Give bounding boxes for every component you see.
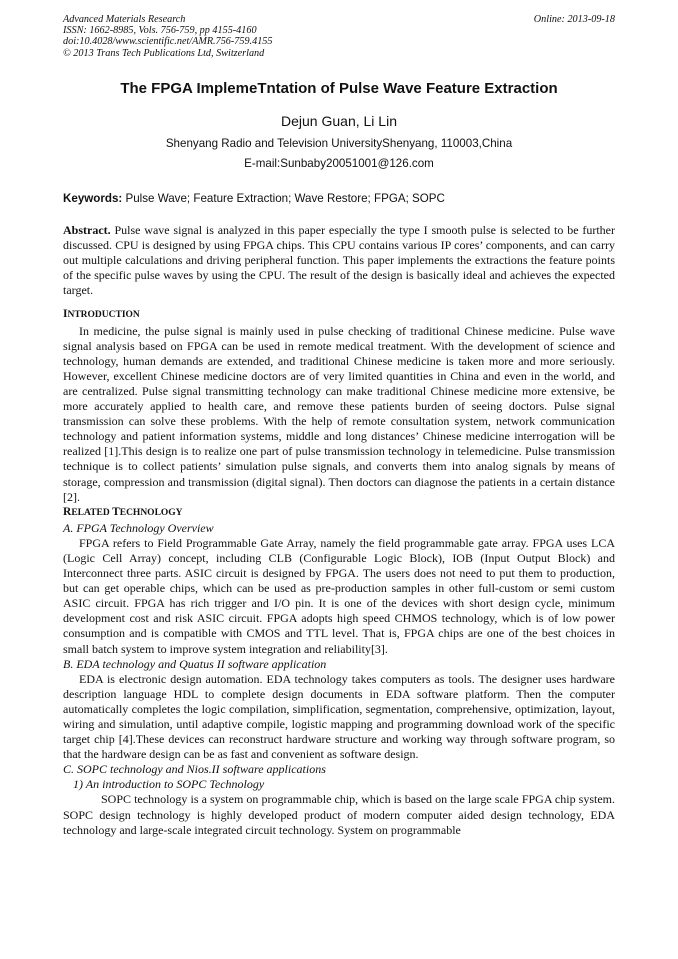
keywords bbox=[63, 192, 615, 205]
abstract-label: Abstract. bbox=[63, 223, 111, 237]
journal-header bbox=[63, 14, 615, 59]
introduction-heading: INTRODUCTION bbox=[63, 308, 140, 321]
subsection-b-text: EDA is electronic design automation. EDA technology takes computers as tools. The designer uses hardware description language HDL to complete design documents in EDA software platform. Then the computer automatically completes the logic compilation, simplification, segmentation, comprehensive, optimization, layout, wiring and simulation, until adaptive compile, logistic mapping and programming download work of the specific target chip [4].These devices can reconstruct hardware structure and working way through software program, so that the hardware design can be as fast and convenient as software design. bbox=[63, 671, 615, 762]
subsection-c1-text: SOPC technology is a system on programmable chip, which is based on the large scale FPGA chip system. SOPC design technology is highly developed product of modern computer aided design technology, EDA technology and large-scale integrated circuit technology. System on programmable bbox=[63, 792, 615, 837]
subsection-a-heading: A. FPGA Technology Overview bbox=[63, 520, 214, 535]
subsection-b-heading: B. EDA technology and Quatus II software application bbox=[63, 656, 327, 671]
paper-title: The FPGA ImplemeTntation of Pulse Wave Feature Extraction bbox=[120, 80, 558, 97]
doi-line: doi:10.4028/www.scientific.net/AMR.756-759.4155 bbox=[63, 36, 273, 48]
authors: Dejun Guan, Li Lin bbox=[281, 113, 397, 129]
paper-body bbox=[63, 223, 615, 838]
copyright-line: © 2013 Trans Tech Publications Ltd, Switzerland bbox=[63, 47, 265, 59]
keywords-label: Keywords: bbox=[63, 192, 123, 205]
introduction-text: In medicine, the pulse signal is mainly used in pulse checking of traditional Chinese medicine. Pulse wave signal analysis based on FPGA can be used in remote medical treatment. With the development of science and technology, human demands are extended, and traditional Chinese medicine is taken more and more seriously. However, excellent Chinese medicine doctors are of very limited quantities in China and even in the world, and are centralized. Pulse signal transmitting technology can make traditional Chinese medicine more extensive, be more accurately applied to health care, and remove these patients burden of seeing doctors. Pulse signal transmission can solve these problems. With the help of remote consultation system, network communication technology and patient information systems, middle and long distances’ Chinese medicine interrogation will be realized [1].This design is to realize one part of pulse transmission technology in telemedicine. Pulse transmission technique is to collect patients’ simulation pulse signals, and converts them into analog signals by means of storage, compression and transmission (digital signal). Then doctors can diagnose the patients in a certain distance [2]. bbox=[63, 323, 615, 504]
email: E-mail:Sunbaby20051001@126.com bbox=[244, 157, 434, 170]
abstract bbox=[63, 223, 615, 298]
issn-line: ISSN: 1662-8985, Vols. 756-759, pp 4155-4160 bbox=[63, 25, 257, 37]
affiliation: Shenyang Radio and Television UniversityShenyang, 110003,China bbox=[165, 137, 513, 150]
subsection-c-heading: C. SOPC technology and Nios.II software applications bbox=[63, 762, 326, 777]
keywords-text: Pulse Wave; Feature Extraction; Wave Restore; FPGA; SOPC bbox=[122, 192, 445, 205]
abstract-text: Pulse wave signal is analyzed in this paper especially the type I smooth pulse is selected to be further discussed. CPU is designed by using FPGA chips. This CPU contains various IP cores’ components, and can carry out multiple calculations and driving peripheral function. This paper implements the extractions the feature points of the specific pulse waves by using the CPU. The result of the design is basically ideal and achieves the expected target. bbox=[63, 223, 615, 298]
online-date: Online: 2013-09-18 bbox=[533, 14, 615, 25]
subsection-a-text: FPGA refers to Field Programmable Gate Array, namely the field programmable gate array. FPGA uses LCA (Logic Cell Array) concept, including CLB (Configurable Logic Block), IOB (Input Output Block) and Interconnect three parts. ASIC circuit is designed by FPGA. The users does not need to put them to production, but can get operable chips, which can be used as pre-production samples in other full-custom or semi custom ASIC circuit. FPGA has rich trigger and I/O pin. It is one of the devices with short design cycle, minimum development cost and risk ASIC circuit. FPGA adopts high speed CHMOS technology, which is of low power consumption and is compatible with CMOS and TTL level. That is, FPGA chips are one of the best choices in small batch system to improve system integration and reliability[3]. bbox=[63, 535, 615, 656]
journal-name: Advanced Materials Research bbox=[63, 14, 186, 25]
subsection-c1-heading: 1) An introduction to SOPC Technology bbox=[73, 777, 265, 792]
related-technology-heading: RELATED TECHNOLOGY bbox=[63, 505, 183, 518]
